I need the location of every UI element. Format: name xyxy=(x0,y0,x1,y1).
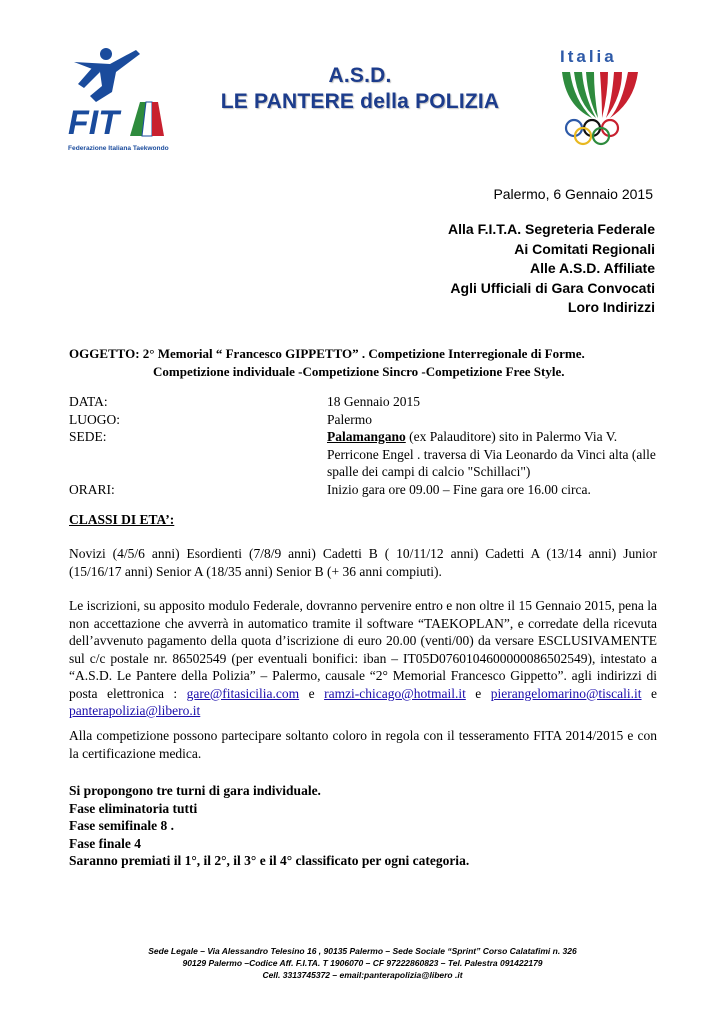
luogo-label: LUOGO: xyxy=(69,411,120,427)
subject-block xyxy=(69,345,659,381)
recipient-line: Alla F.I.T.A. Segreteria Federale xyxy=(448,221,655,237)
email-link-pierangelo[interactable]: pierangelomarino@tiscali.it xyxy=(490,685,642,701)
email-link-gare[interactable]: gare@fitasicilia.com xyxy=(186,685,300,701)
luogo-value: Palermo xyxy=(327,411,372,427)
recipient-line: Loro Indirizzi xyxy=(567,299,655,315)
separator: e xyxy=(641,685,658,701)
partecipazione-paragraph: Alla competizione possono partecipare soltanto coloro in regola con il tesseramento FITA 2014/2015 e con la certificazione medica. xyxy=(69,728,657,761)
info-row-orari xyxy=(69,481,659,499)
iscrizioni-text: Le iscrizioni, su apposito modulo Federale, dovranno pervenire entro e non oltre il 15 Gennaio 2015, pena la non accettazione che avverrà in automatico tramite il software “TAEKOPLAN”, e corredate della ricevuta dell’avvenuto pagamento della quota d’iscrizione di euro 20.00 (venti/00) da versare ESCLUSIVAMENTE sul c/c postale nr. 86502549 (per eventuali bonifici: iban – IT05D0760104600000086502549), intestato a “A.S.D. Le Pantere della Polizia” – Palermo, causale “2° Memorial Francesco Gippetto”. agli indirizzi di posta elettronica : xyxy=(69,598,657,701)
subject-line2: Competizione individuale -Competizione Sincro -Competizione Free Style. xyxy=(153,364,565,379)
footer-line3: Cell. 3313745372 – email:panterapolizia@libero .it xyxy=(262,970,463,980)
turni-block xyxy=(69,782,469,870)
sede-value xyxy=(327,428,657,481)
sede-name: Palamangano xyxy=(327,429,406,444)
club-title-line1: A.S.D. xyxy=(328,64,392,87)
data-label: DATA: xyxy=(69,394,108,409)
recipient-line: Alle A.S.D. Affiliate xyxy=(530,260,655,276)
club-title-line2: LE PANTERE della POLIZIA xyxy=(220,90,500,113)
info-row-data xyxy=(69,393,659,411)
recipient-line: Ai Comitati Regionali xyxy=(514,240,655,257)
orari-value: Inizio gara ore 09.00 – Fine gara ore 16.00 circa. xyxy=(327,481,591,497)
classi-text: Novizi (4/5/6 anni) Esordienti (7/8/9 anni) Cadetti B ( 10/11/12 anni) Cadetti A (13/14 anni) Junior (15/16/17 anni) Senior A (18/35 anni) Senior B (+ 36 anni compiuti). xyxy=(69,546,657,579)
fita-logo xyxy=(66,42,170,154)
turni-line: Si propongono tre turni di gara individuale. xyxy=(69,783,321,798)
event-info xyxy=(69,393,659,498)
recipients-block xyxy=(448,220,655,318)
recipient-line: Agli Ufficiali di Gara Convocati xyxy=(450,279,655,296)
info-row-luogo xyxy=(69,411,659,429)
orari-label: ORARI: xyxy=(69,481,115,497)
turni-line: Fase semifinale 8 . xyxy=(69,818,174,833)
turni-line: Saranno premiati il 1°, il 2°, il 3° e il 4° classificato per ogni categoria. xyxy=(69,853,470,868)
email-link-ramzi[interactable]: ramzi-chicago@hotmail.it xyxy=(324,685,466,701)
footer-line2: 90129 Palermo –Codice Aff. F.I.TA. T 1906070 – CF 97222860823 – Tel. Palestra 091422179 xyxy=(182,958,543,968)
letter-date: Palermo, 6 Gennaio 2015 xyxy=(493,186,653,202)
turni-line: Fase finale 4 xyxy=(69,835,141,851)
footer-address xyxy=(90,945,635,981)
iscrizioni-paragraph xyxy=(69,597,657,720)
info-row-sede xyxy=(69,428,659,481)
separator: e xyxy=(465,685,491,701)
sede-address: (ex Palauditore) sito in Palermo Via V. Perricone Engel . traversa di Via Leonardo da Vinci alta (alle spalle dei campi di calcio "Schillaci") xyxy=(327,429,656,479)
separator: e xyxy=(299,685,325,701)
fita-logo-caption: Federazione Italiana Taekwondo xyxy=(68,145,169,152)
svg-text:FIT: FIT xyxy=(68,104,119,142)
email-link-pantera[interactable]: panterapolizia@libero.it xyxy=(69,703,201,718)
sede-label: SEDE: xyxy=(69,429,107,444)
classi-title: CLASSI DI ETA’: xyxy=(69,512,175,527)
turni-line: Fase eliminatoria tutti xyxy=(69,800,198,816)
data-value: 18 Gennaio 2015 xyxy=(327,394,420,409)
footer-line1: Sede Legale – Via Alessandro Telesino 16 , 90135 Palermo – Sede Sociale “Sprint” Corso Calatafimi n. 326 xyxy=(148,946,577,956)
coni-logo-text: Italia xyxy=(560,47,617,66)
subject-line1: OGGETTO: 2° Memorial “ Francesco GIPPETTO” . Competizione Interregionale di Forme. xyxy=(69,346,585,361)
coni-italia-logo xyxy=(548,44,652,152)
